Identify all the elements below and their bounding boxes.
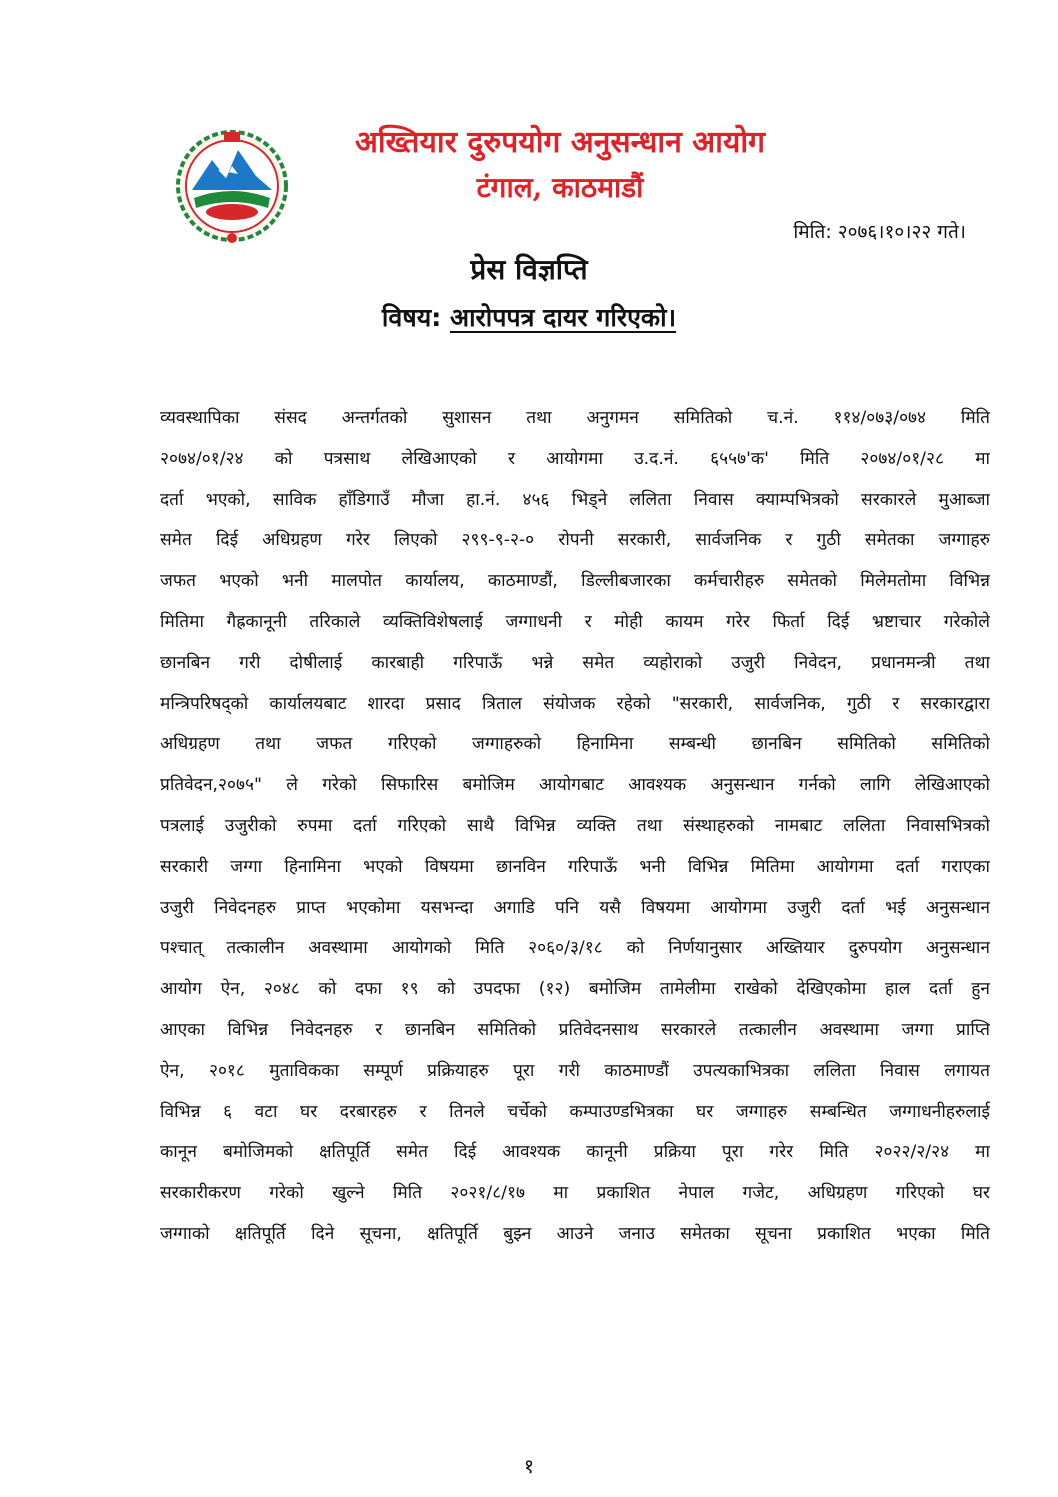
body-line: छानबिन गरी दोषीलाई कारबाही गरिपाऊँ भन्ने समेत व्यहोराको उजुरी निवेदन, प्रधानमन्त्री तथा <box>160 652 990 673</box>
body-line: व्यवस्थापिका संसद अन्तर्गतको सुशासन तथा अनुगमन समितिको च.नं. ११४/०७३/०७४ मिति <box>160 408 990 428</box>
body-line: पश्चात् तत्कालीन अवस्थामा आयोगको मिति २०६०/३/१८ को निर्णयानुसार अख्तियार दुरुपयोग अनुसन्धान <box>160 938 990 959</box>
organization-name: अख्तियार दुरुपयोग अनुसन्धान आयोग <box>354 125 766 160</box>
body-line: आयोग ऐन, २०४८ को दफा १९ को उपदफा (१२) बमोजिम तामेलीमा राखेको देखिएकोमा हाल दर्ता हुन <box>160 979 990 1000</box>
body-line: २०७४/०१/२४ को पत्रसाथ लेखिआएको र आयोगमा उ.द.नं. ६५५७'क' मिति २०७४/०१/२८ मा <box>160 448 990 469</box>
body-line: सरकारीकरण गरेको खुल्ने मिति २०२१/८/१७ मा प्रकाशित नेपाल गजेट, अधिग्रहण गरिएको घर <box>160 1183 990 1204</box>
body-line: मन्त्रिपरिषद्को कार्यालयबाट शारदा प्रसाद त्रिताल संयोजक रहेको "सरकारी, सार्वजनिक, गुठी र सरकारद्वारा <box>160 693 990 714</box>
body-line: ऐन, २०१८ मुताविकका सम्पूर्ण प्रक्रियाहरु पूरा गरी काठमाण्डौं उपत्यकाभित्रका ललिता निवास लगायत <box>160 1060 990 1081</box>
document-date: मिति: २०७६।१०।२२ गते। <box>793 221 966 243</box>
subject-text: आरोपपत्र दायर गरिएको। <box>449 303 677 332</box>
body-line: कानून बमोजिमको क्षतिपूर्ति समेत दिई आवश्यक कानूनी प्रक्रिया पूरा गरेर मिति २०२२/२/२४ मा <box>160 1142 990 1163</box>
emblem-logo <box>172 126 292 244</box>
body-line: जग्गाको क्षतिपूर्ति दिने सूचना, क्षतिपूर्ति बुझ्न आउने जनाउ समेतका सूचना प्रकाशित भएका मिति <box>160 1223 990 1244</box>
subject-line <box>0 300 1058 334</box>
body-line: जफत भएको भनी मालपोत कार्यालय, काठमाण्डौं, डिल्लीबजारका कर्मचारीहरु समेतको मिलेमतोमा विभिन्न <box>160 571 990 592</box>
press-release-title: प्रेस विज्ञप्ति <box>470 253 588 286</box>
body-text <box>160 398 990 1255</box>
subject-label: विषय: <box>381 303 442 332</box>
body-line: आएका विभिन्न निवेदनहरु र छानबिन समितिको प्रतिवेदनसाथ सरकारले तत्कालीन अवस्थामा जग्गा प्राप्ति <box>160 1019 990 1040</box>
organization-location: टंगाल, काठमाडौं <box>476 171 644 204</box>
body-line: प्रतिवेदन,२०७५" ले गरेको सिफारिस बमोजिम आयोगबाट आवश्यक अनुसन्धान गर्नको लागि लेखिआएको <box>160 775 990 796</box>
body-line: मितिमा गैह्रकानूनी तरिकाले व्यक्तिविशेषलाई जग्गाधनी र मोही कायम गरेर फिर्ता दिई भ्रष्टाचार गरेकोले <box>160 611 990 632</box>
body-line: सरकारी जग्गा हिनामिना भएको विषयमा छानविन गरिपाऊँ भनी विभिन्न मितिमा आयोगमा दर्ता गराएका <box>160 856 990 877</box>
body-line: विभिन्न ६ वटा घर दरबारहरु र तिनले चर्चेको कम्पाउण्डभित्रका घर जग्गाहरु सम्बन्धित जग्गाधनीहरुलाई <box>160 1101 990 1122</box>
page-number: १ <box>523 1454 535 1478</box>
body-line: अधिग्रहण तथा जफत गरिएको जग्गाहरुको हिनामिना सम्बन्धी छानबिन समितिको समितिको <box>160 734 990 755</box>
body-line: समेत दिई अधिग्रहण गरेर लिएको २९९-९-२-० रोपनी सरकारी, सार्वजनिक र गुठी समेतका जग्गाहरु <box>160 530 990 551</box>
body-line: पत्रलाई उजुरीको रुपमा दर्ता गरिएको साथै विभिन्न व्यक्ति तथा संस्थाहरुको नामबाट ललिता निवासभित्रको <box>160 815 990 836</box>
body-line: दर्ता भएको, साविक हाँडिगाउँ मौजा हा.नं. ४५६ भिड्ने ललिता निवास क्याम्पभित्रको सरकारले मुआब्जा <box>160 489 990 510</box>
body-line: उजुरी निवेदनहरु प्राप्त भएकोमा यसभन्दा अगाडि पनि यसै विषयमा आयोगमा उजुरी दर्ता भई अनुसन्धान <box>160 897 990 918</box>
